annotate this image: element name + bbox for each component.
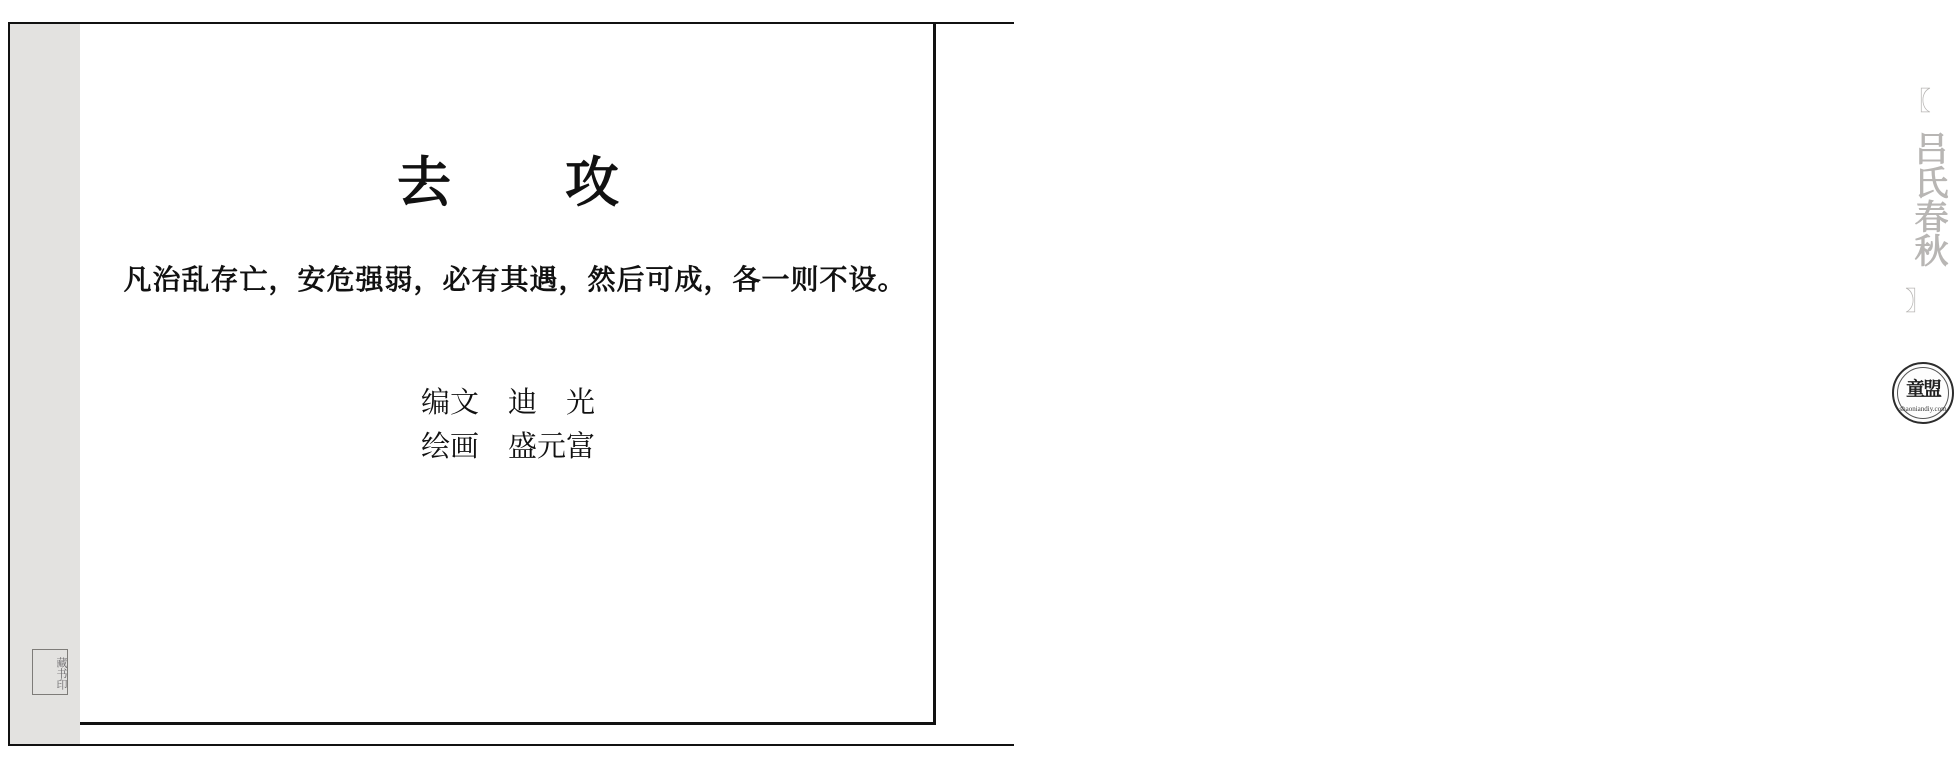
- page-gutter: [10, 24, 80, 744]
- content-panel: [80, 24, 936, 722]
- page-title: 去 攻: [397, 150, 649, 214]
- gutter-seal-stamp: 藏书印: [32, 649, 68, 695]
- publisher-logo-stamp: [1892, 362, 1954, 424]
- logo-url-text: shaoniandiy.com: [1899, 405, 1947, 413]
- sidebar-column: [940, 24, 1948, 744]
- series-title: 吕氏春秋: [1908, 131, 1948, 267]
- bracket-bottom-icon: 〗: [1904, 287, 1931, 317]
- logo-mark-icon: 童盟: [1905, 378, 1940, 400]
- content-panel-bottom-rule: [80, 722, 936, 725]
- credit-illustrator: 绘画 盛元富: [420, 429, 595, 463]
- credit-writer: 编文 迪 光: [420, 385, 595, 419]
- epigraph-text: 凡治乱存亡，安危强弱，必有其遇，然后可成，各一则不设。: [123, 263, 907, 296]
- credits-block: [80, 380, 936, 468]
- bracket-top-icon: 〖: [1904, 87, 1931, 117]
